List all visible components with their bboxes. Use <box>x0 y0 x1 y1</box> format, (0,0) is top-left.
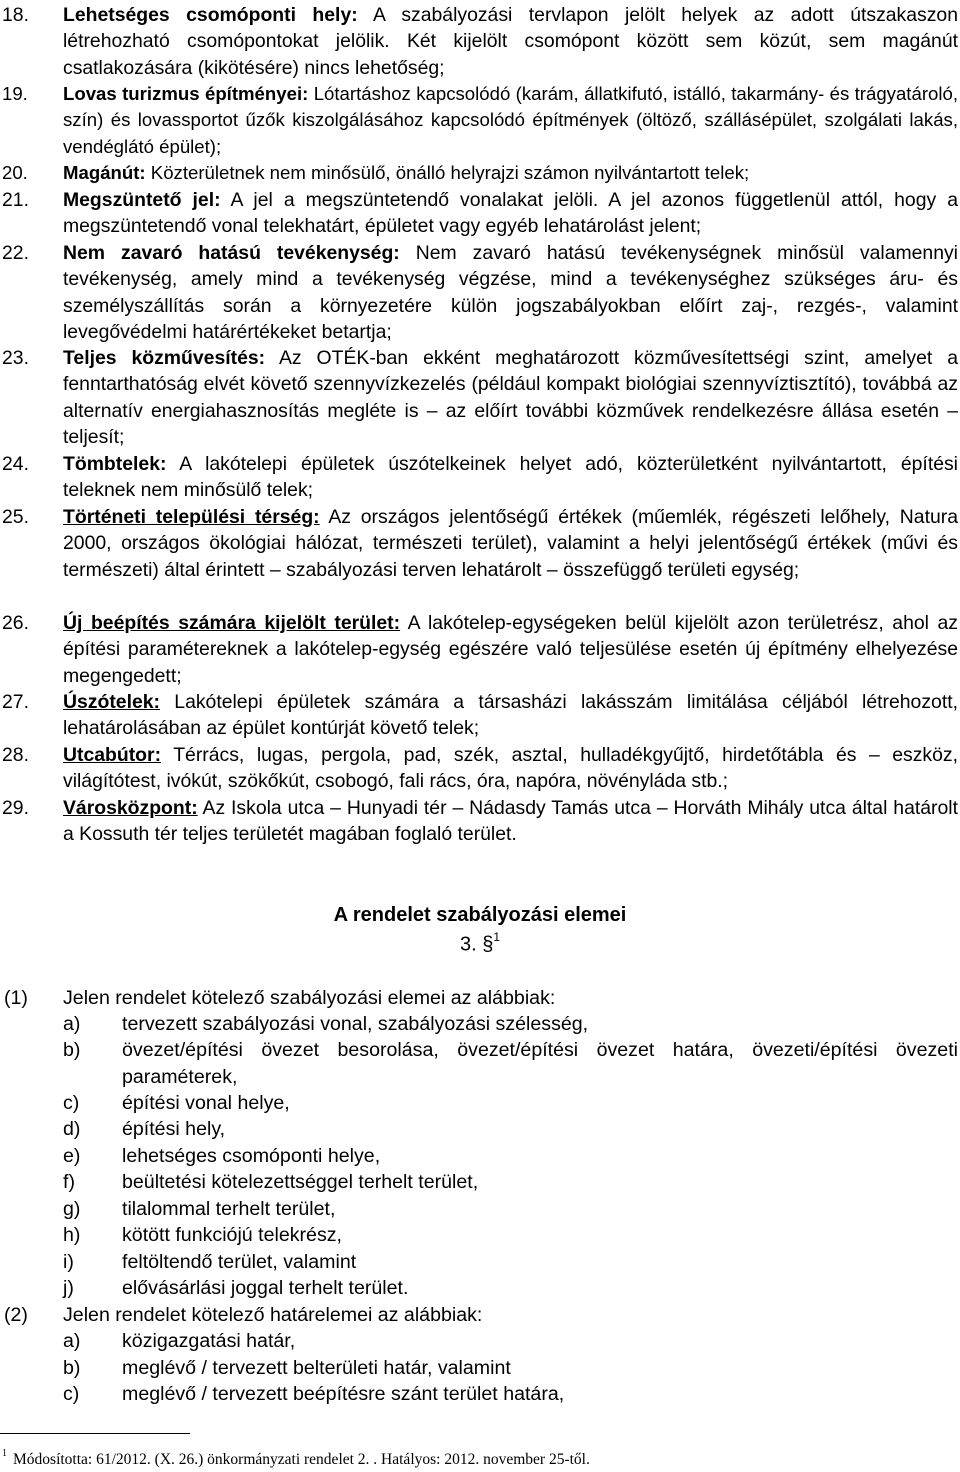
footnote-reference: 1 <box>493 930 501 944</box>
definition-text: Az OTÉK-ban ekként meghatározott közművesítettségi szint, amelyet a fenntarthatóság elvét követő szennyvízkezelés (például kompakt biológiai szennyvíztisztító), továbbá az alternatív energiahasznosítás megléte is – az előírt további közművek rendelkezésre állása esetén – teljesít; <box>63 347 958 449</box>
list-item-letter: e) <box>63 1145 81 1167</box>
definition-item-29 <box>0 795 958 848</box>
list-item <box>63 1011 958 1038</box>
section-heading: A rendelet szabályozási elemei <box>333 904 627 926</box>
definition-term: Városközpont: <box>63 797 198 819</box>
definition-item-23 <box>0 345 958 451</box>
list-item <box>63 1037 958 1090</box>
definition-number: 22. <box>2 242 29 264</box>
definition-text: Közterületnek nem minősülő, önálló helyrajzi számon nyilvántartott telek; <box>145 162 750 183</box>
definition-term: Nem zavaró hatású tevékenység: <box>63 242 400 264</box>
list-item-letter: b) <box>63 1357 81 1379</box>
definition-text: A jel a megszüntetendő vonalakat jelöli. A jel azonos függetlenül attól, hogy a megszüntetendő vonal telekhatárt, épületet vagy egyéb lehatárolást jelent; <box>63 189 958 238</box>
paragraph-intro: Jelen rendelet kötelező határelemei az alábbiak: <box>63 1304 483 1326</box>
definition-term: Lovas turizmus építményei: <box>63 83 309 104</box>
definition-number: 24. <box>2 453 29 475</box>
paragraph-1 <box>0 985 958 1011</box>
list-item <box>63 1090 958 1117</box>
list-item-text: övezet/építési övezet besorolása, övezet/építési övezet határa, övezeti/építési övezeti paraméterek, <box>122 1039 958 1088</box>
definition-text: Az Iskola utca – Hunyadi tér – Nádasdy Tamás utca – Horváth Mihály utca által határolt a Kossuth tér teljes területét magában foglaló terület. <box>63 797 958 846</box>
list-item <box>63 1355 958 1382</box>
list-item-text: kötött funkciójú telekrész, <box>122 1224 342 1246</box>
definition-number: 18. <box>2 4 29 26</box>
list-item-letter: j) <box>63 1277 74 1299</box>
list-item <box>63 1169 958 1196</box>
list-item-text: közigazgatási határ, <box>122 1330 296 1352</box>
list-item-letter: g) <box>63 1198 81 1220</box>
definition-number: 28. <box>2 744 29 766</box>
list-item-text: tervezett szabályozási vonal, szabályozási szélesség, <box>122 1013 589 1035</box>
section-number-label: 3. § <box>459 933 494 956</box>
definition-item-25 <box>0 504 958 583</box>
definition-term: Új beépítés számára kijelölt terület: <box>63 612 401 634</box>
definition-term: Utcabútor: <box>63 744 162 766</box>
definition-number: 23. <box>2 347 29 369</box>
list-item-letter: d) <box>63 1118 81 1140</box>
list-item-text: lehetséges csomóponti helye, <box>122 1145 381 1167</box>
list-item-text: meglévő / tervezett belterületi határ, valamint <box>122 1357 511 1379</box>
list-item-text: feltöltendő terület, valamint <box>122 1251 357 1273</box>
list-item-text: beültetési kötelezettséggel terhelt terület, <box>122 1171 479 1193</box>
definition-text: Az országos jelentőségű értékek (műemlék, régészeti lelőhely, Natura 2000, országos ökológiai hálózat, természeti terület), valamint a helyi jelentőségű értékek (művi és természeti) által érintett – szabályozási terven lehatárolt – összefüggő területi egység; <box>63 506 959 581</box>
list-item <box>63 1196 958 1223</box>
definition-item-18 <box>0 2 958 81</box>
definition-item-20 <box>0 160 958 186</box>
definition-text: A lakótelep-egységeken belül kijelölt azon területrész, ahol az építési paramétereknek a lakótelep-egység egészére való teljesülése esetén új építmény elhelyezése megengedett; <box>63 612 958 687</box>
definition-number: 19. <box>2 83 28 104</box>
list-item-letter: a) <box>63 1330 81 1352</box>
definition-text: Lakótelepi épületek számára a társasházi lakásszám limitálása céljából létrehozott, lehatárolásában az épület kontúrját követő telek; <box>63 691 958 740</box>
footnote <box>2 1446 952 1470</box>
definition-text: A lakótelepi épületek úszótelkeinek helyet adó, közterületként nyilvántartott, építési teleknek nem minősülő telek; <box>63 453 958 502</box>
paragraph-2 <box>0 1302 958 1328</box>
definition-term: Lehetséges csomóponti hely: <box>63 4 358 26</box>
definition-item-22 <box>0 240 958 346</box>
list-item-letter: a) <box>63 1013 81 1035</box>
definition-text: Nem zavaró hatású tevékenységnek minősül valamennyi tevékenység, amely mind a tevékenység végzése, mind a tevékenységhez szükséges áru- és személyszállítás során a környezetére külön jogszabályokban előírt zaj-, rezgés-, valamint levegővédelmi határértékeket betartja; <box>63 242 958 344</box>
definition-item-26 <box>0 610 958 689</box>
definition-item-21 <box>0 187 958 240</box>
list-item-letter: b) <box>63 1039 81 1061</box>
list-item <box>63 1328 958 1355</box>
list-item-text: építési hely, <box>122 1118 226 1140</box>
definition-number: 26. <box>2 612 29 634</box>
list-item-letter: h) <box>63 1224 81 1246</box>
definition-term: Magánút: <box>63 162 146 183</box>
paragraph-number: (2) <box>4 1304 28 1326</box>
definition-item-24 <box>0 451 958 504</box>
paragraph-number: (1) <box>4 987 28 1009</box>
definition-text: A szabályozási tervlapon jelölt helyek az adott útszakaszon létrehozható csomópontokat jelölik. Két kijelölt csomópont között sem közút, sem magánút csatlakozására (kikötésére) nincs lehetőség; <box>63 4 958 79</box>
definition-item-28 <box>0 742 958 795</box>
paragraph-intro: Jelen rendelet kötelező szabályozási elemei az alábbiak: <box>63 987 556 1009</box>
definition-number: 27. <box>2 691 29 713</box>
definition-text: Térrács, lugas, pergola, pad, szék, asztal, hulladékgyűjtő, hirdetőtábla és – eszköz, világítótest, ivókút, szökőkút, csobogó, fali rács, óra, napóra, növényláda stb.; <box>63 744 958 793</box>
definition-item-27 <box>0 689 958 742</box>
list-item-letter: f) <box>63 1171 75 1193</box>
list-item <box>63 1116 958 1143</box>
list-item-text: elővásárlási joggal terhelt terület. <box>122 1277 409 1299</box>
list-item <box>63 1222 958 1249</box>
list-item <box>63 1143 958 1170</box>
definition-number: 20. <box>2 162 28 183</box>
definition-item-19 <box>0 81 958 160</box>
list-item-text: építési vonal helye, <box>122 1092 290 1114</box>
footnote-text: Módosította: 61/2012. (X. 26.) önkormányzati rendelet 2. . Hatályos: 2012. november 25-től. <box>13 1451 590 1469</box>
section-number <box>0 932 960 957</box>
list-item-letter: c) <box>63 1092 80 1114</box>
list-item <box>63 1249 958 1276</box>
definition-term: Történeti települési térség: <box>63 506 320 528</box>
footnote-mark: 1 <box>2 1448 7 1459</box>
definition-number: 29. <box>2 797 29 819</box>
definition-text: Lótartáshoz kapcsolódó (karám, állatkifutó, istálló, takarmány- és trágyatároló, szín) és lovassportot űzők kiszolgálásához kapcsolódó építmények (öltöző, szállásépület, szolgálati lakás, vendéglátó épület); <box>63 83 958 157</box>
list-item-letter: c) <box>63 1383 80 1405</box>
definition-number: 25. <box>2 506 29 528</box>
list-item-text: meglévő / tervezett beépítésre szánt terület határa, <box>122 1383 565 1405</box>
definition-term: Megszüntető jel: <box>63 189 221 211</box>
list-item <box>63 1381 958 1408</box>
list-item-text: tilalommal terhelt terület, <box>122 1198 336 1220</box>
list-item <box>63 1275 958 1302</box>
definition-number: 21. <box>2 189 29 211</box>
footnote-separator <box>0 1433 190 1434</box>
definition-term: Úszótelek: <box>63 691 160 713</box>
definition-term: Teljes közművesítés: <box>63 347 266 369</box>
definition-term: Tömbtelek: <box>63 453 167 475</box>
list-item-letter: i) <box>63 1251 74 1273</box>
